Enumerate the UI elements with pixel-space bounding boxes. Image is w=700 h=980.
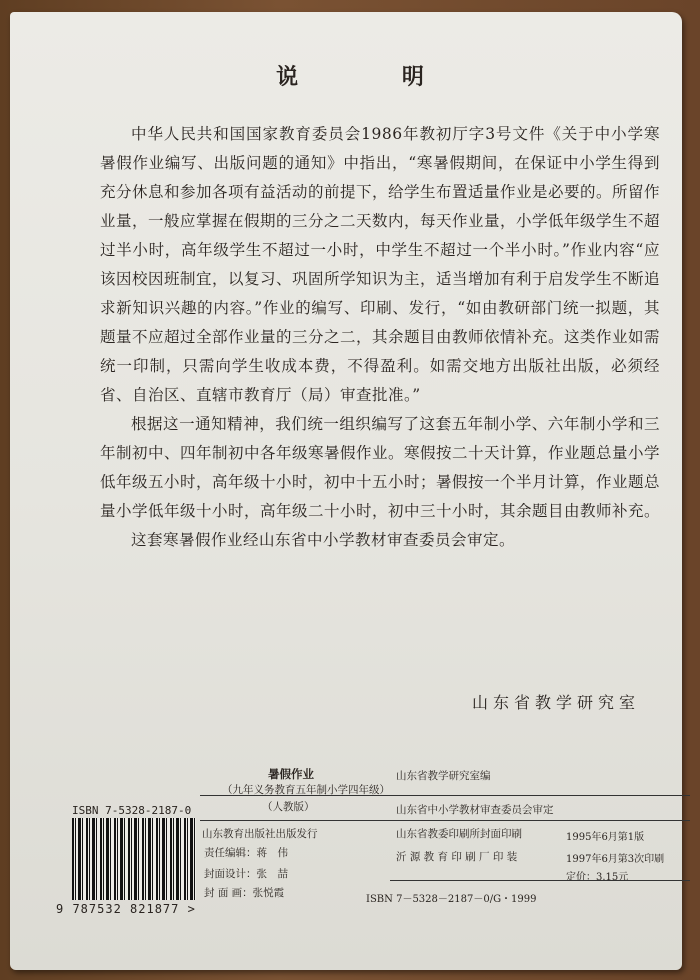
reviewer: 山东省中小学教材审查委员会审定 — [396, 804, 554, 816]
cover-printer: 山东省教委印刷所封面印刷 — [396, 828, 522, 840]
compiler: 山东省教学研究室编 — [396, 770, 491, 782]
printer: 沂 源 教 育 印 刷 厂 印 装 — [396, 851, 518, 863]
book-subtitle: （九年义务教育五年制小学四年级） — [222, 784, 390, 796]
cover-designer: 封面设计：张 喆 — [204, 868, 288, 880]
price: 定价：3.15元 — [566, 872, 629, 883]
paragraph-notice: 中华人民共和国国家教育委员会1986年教初厅字3号文件《关于中小学寒暑假作业编写、出版问题的通知》中指出，“寒暑假期间，在保证中小学生得到充分休息和参加各项有益活动的前提下，给学生布置适量作业是必要的。所留作业量，一般应掌握在假期的三分之二天数内，每天作业量，小学低年级学生不超过半小时，高年级学生不超过一小时，中学生不超过一个半小时。”作业内容“应该因校因班制宜，以复习、巩固所学知识为主，适当增加有利于启发学生不断追求新知识兴趣的内容。”作业的编写、印刷、发行，“如由教研部门统一拟题，其题量不应超过全部作业量的三分之二，其余题目由教师依情补充。这类作业如需统一印制，只需向学生收成本费，不得盈利。如需交地方出版社出版，必须经省、自治区、直辖市教育厅（局）审查批准。” — [100, 125, 661, 404]
paragraph-workload: 根据这一通知精神，我们统一组织编写了这套五年制小学、六年制小学和三年制初中、四年制初中各年级寒暑假作业。寒假按二十天计算，作业题总量小学低年级五小时，高年级十小时，初中十五小时；暑假按一个半月计算，作业题总量小学低年级十小时，高年级二十小时，初中三十小时，其余题目由教师补充。 — [100, 415, 661, 520]
first-edition: 1995年6月第1版 — [566, 832, 645, 843]
barcode-number: 9 787532 821877 > — [56, 902, 196, 916]
signature: 山东省教学研究室 — [471, 693, 640, 712]
cover-illustrator: 封 面 画：张悦霞 — [204, 887, 285, 899]
publisher: 山东教育出版社出版发行 — [202, 828, 318, 840]
isbn-bottom: ISBN 7－5328－2187－0/G・1999 — [366, 894, 537, 905]
divider-right-1 — [390, 795, 690, 796]
divider-left-2 — [200, 820, 390, 821]
divider-right-2 — [390, 820, 690, 821]
book-edition: （人教版） — [262, 801, 315, 813]
third-printing: 1997年6月第3次印刷 — [566, 854, 665, 865]
barcode — [72, 818, 196, 900]
paragraph-approval: 这套寒暑假作业经山东省中小学教材审查委员会审定。 — [131, 531, 516, 549]
divider-left-1 — [200, 795, 390, 796]
divider-right-3 — [390, 880, 690, 881]
book-title: 暑假作业 — [268, 767, 314, 781]
page-title: 说 明 — [276, 64, 472, 90]
isbn-top: ISBN 7-5328-2187-0 — [72, 804, 192, 817]
editor: 责任编辑：蒋 伟 — [204, 847, 288, 859]
